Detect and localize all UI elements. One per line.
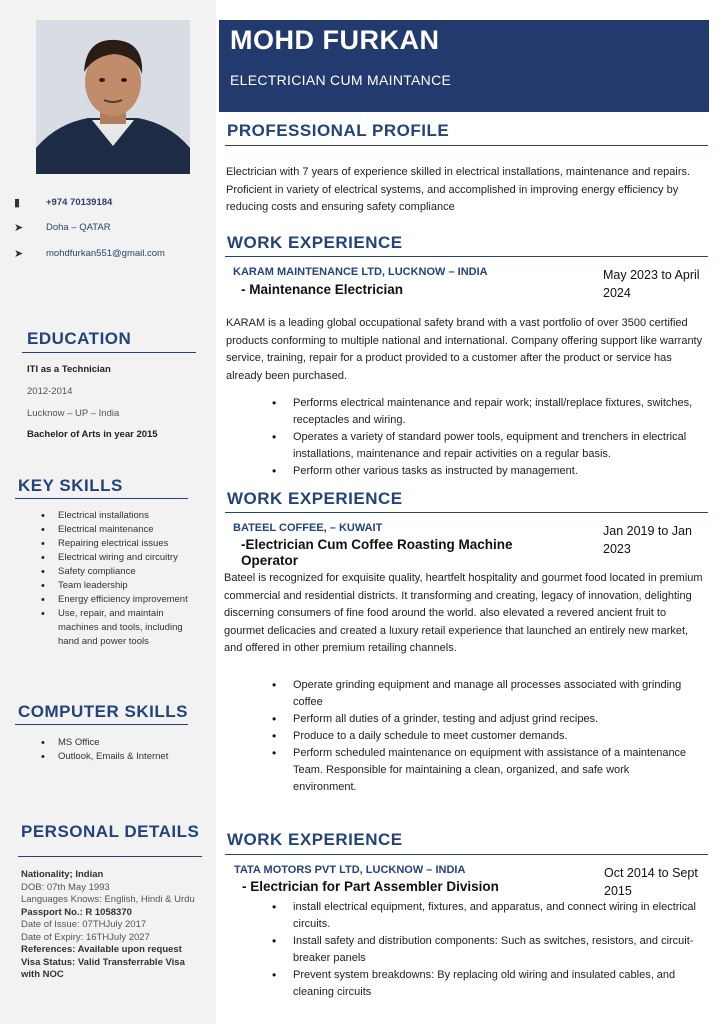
list-item: • Safety compliance: [58, 565, 190, 579]
job-role: -Electrician Cum Coffee Roasting Machine Operator: [241, 537, 513, 568]
company-name: BATEEL COFFEE, – KUWAIT: [233, 522, 383, 534]
passport-issue-date: Date of Issue: 07THJuly 2017: [21, 919, 147, 930]
dob: DOB: 07th May 1993: [21, 881, 110, 893]
computer-skills-list: [20, 736, 218, 764]
job-role: - Electrician for Part Assembler Division: [242, 879, 499, 894]
company-description: KARAM is a leading global occupational safety brand with a vast portfolio of over 3500 certified products conforming to multiple national and international. Company offering support like warranty service, training, repair for a product provided to a customer after the product or service has already been purchased.: [226, 317, 703, 382]
list-item: • Use, repair, and maintain machines and tools, including hand and power tools: [58, 607, 190, 649]
list-item: • Repairing electrical issues: [58, 537, 190, 551]
profile-photo: [36, 20, 190, 174]
job-dates: Oct 2014 to Sept 2015: [604, 866, 698, 898]
education-years: 2012-2014: [27, 386, 73, 397]
education-rule: [22, 352, 196, 353]
references: References: Available upon request: [21, 944, 182, 955]
list-item: • Perform all duties of a grinder, testing and adjust grind recipes.: [293, 711, 693, 728]
list-item: • Electrical installations: [58, 509, 190, 523]
list-item: • Prevent system breakdowns: By replacing old wiring and insulated cables, and cleaning circuits: [293, 967, 713, 1001]
key-skills-list: [20, 509, 190, 649]
profile-rule: [225, 145, 708, 146]
list-item: • Operate grinding equipment and manage all processes associated with grinding coffee: [293, 677, 693, 711]
job-dates: May 2023 to April 2024: [603, 268, 700, 300]
work-experience-heading: WORK EXPERIENCE: [227, 489, 403, 508]
list-item: • MS Office: [58, 736, 218, 750]
work-experience-heading: WORK EXPERIENCE: [227, 233, 403, 252]
list-item: • Produce to a daily schedule to meet customer demands.: [293, 728, 693, 745]
work-experience-rule: [225, 512, 708, 513]
personal-details-heading: PERSONAL DETAILS: [21, 822, 200, 841]
candidate-title: ELECTRICIAN CUM MAINTANCE: [230, 72, 452, 88]
work-experience-rule: [225, 256, 708, 257]
list-item: • Team leadership: [58, 579, 190, 593]
company-description: Bateel is recognized for exquisite quality, heartfelt hospitality and gourmet food located in premium commercial and residential districts. It transforming and creating, legacy of innovation, delighting discerning consumers of fine food around the world. also elevated a revered ancient fruit to gourmet delicacies and created a luxury retail experience that launched an entirely new market, and offered in other premium retailing channels.: [224, 572, 703, 654]
profile-text: Electrician with 7 years of experience skilled in electrical installations, maintenance and repairs. Proficient in variety of electrical systems, and accomplished in improving energy efficiency by reducing costs and ensuring safety compliance: [226, 166, 691, 213]
phone-icon: ▮: [14, 197, 21, 209]
list-item: • Perform other various tasks as instructed by management.: [293, 463, 704, 480]
job-bullets: [269, 395, 704, 480]
passport-number: Passport No.: R 1058370: [21, 906, 132, 918]
list-item: • install electrical equipment, fixtures, and apparatus, and connect wiring in electrical circuits.: [293, 899, 713, 933]
list-item: • Perform scheduled maintenance on equipment with assistance of a maintenance Team. Responsible for maintaining a clean, organized, and safe work environment.: [293, 745, 693, 796]
email-link[interactable]: mohdfurkan551@gmail.com: [46, 248, 165, 259]
list-item: • Outlook, Emails & Internet: [58, 750, 218, 764]
passport-expiry-date: Date of Expiry: 16THJuly 2027: [21, 931, 150, 943]
list-item: • Energy efficiency improvement: [58, 593, 190, 607]
job-bullets: [269, 677, 693, 796]
phone-number[interactable]: +974 70139184: [46, 197, 113, 208]
list-item: • Electrical maintenance: [58, 523, 190, 537]
key-skills-rule: [15, 498, 188, 499]
work-experience-rule: [225, 854, 708, 855]
job-dates: Jan 2019 to Jan 2023: [603, 524, 692, 556]
personal-details: [21, 869, 203, 982]
company-name: KARAM MAINTENANCE LTD, LUCKNOW – INDIA: [233, 266, 488, 278]
list-item: • Performs electrical maintenance and repair work; install/replace fixtures, switches, receptacles and wiring.: [293, 395, 704, 429]
list-item: • Electrical wiring and circuitry: [58, 551, 190, 565]
company-name: TATA MOTORS PVT LTD, LUCKNOW – INDIA: [234, 864, 466, 876]
visa-status: Visa Status: Valid Transferrable Visa with NOC: [21, 956, 185, 980]
paper-plane-icon: ➤: [14, 248, 24, 260]
candidate-name: MOHD FURKAN: [230, 25, 440, 55]
computer-skills-rule: [15, 724, 188, 725]
key-skills-heading: KEY SKILLS: [18, 476, 123, 495]
computer-skills-heading: COMPUTER SKILLS: [18, 702, 188, 721]
profile-heading: PROFESSIONAL PROFILE: [227, 121, 450, 140]
personal-details-rule: [18, 856, 202, 857]
languages: Languages Knows: English, Hindi & Urdu: [21, 894, 195, 905]
list-item: • Install safety and distribution components: Such as switches, resistors, and circuit-breaker panels: [293, 933, 713, 967]
education-location: Lucknow – UP – India: [27, 408, 120, 419]
location-text: Doha – QATAR: [46, 222, 111, 233]
profile-photo-illustration: [36, 20, 190, 174]
job-bullets: [269, 899, 713, 1001]
job-role: - Maintenance Electrician: [241, 282, 404, 297]
nationality: Nationality; Indian: [21, 869, 104, 880]
work-experience-heading: WORK EXPERIENCE: [227, 830, 403, 849]
education-degree: ITI as a Technician: [27, 364, 111, 375]
location-arrow-icon: ➤: [14, 222, 24, 234]
list-item: • Operates a variety of standard power tools, equipment and trenchers in electrical installations, maintenance and repair activities on a regular basis.: [293, 429, 704, 463]
education-heading: EDUCATION: [27, 329, 132, 348]
education-bachelor: Bachelor of Arts in year 2015: [27, 429, 158, 440]
